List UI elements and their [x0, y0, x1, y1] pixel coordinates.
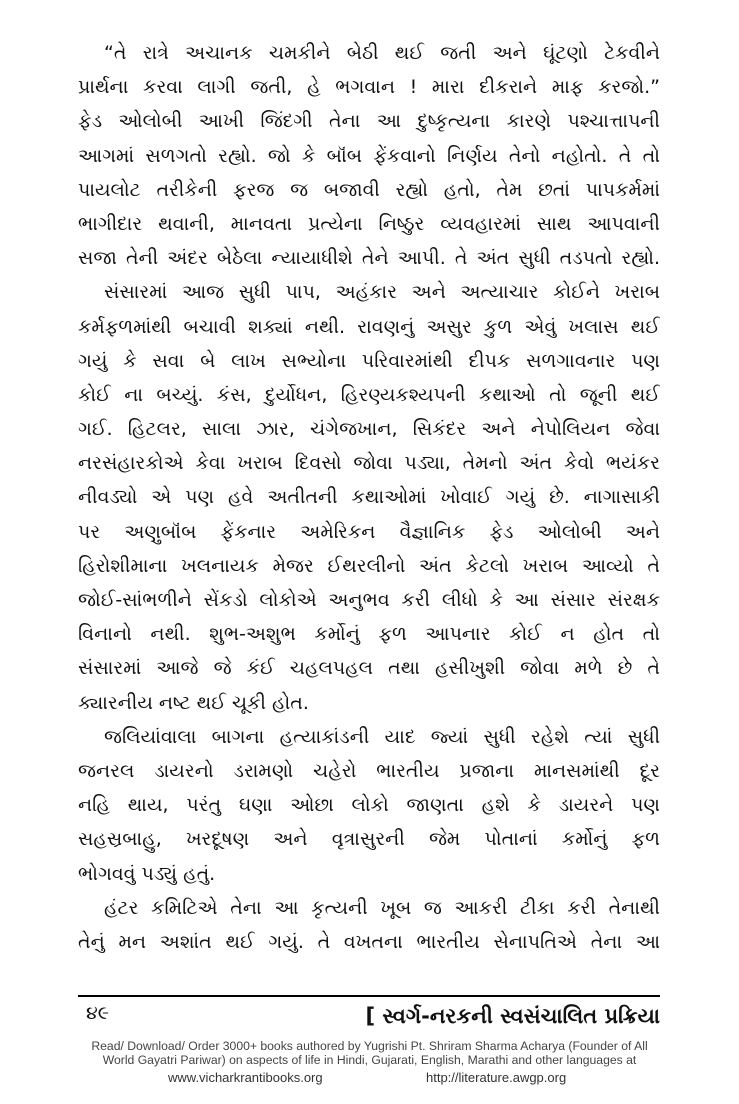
text-line: નરસંહારકોએ કેવા ખરાબ દિવસો જોવા પડ્યા, તેમનો અંત કેવો ભયંકર	[78, 452, 660, 475]
text-line: પ્રાર્થના કરવા લાગી જતી, હે ભગવાન ! મારા દીકરાને માફ કરજો.”	[78, 76, 660, 99]
publisher-links	[0, 1070, 739, 1086]
text-line: ગયું કે સવા બે લાખ સભ્યોના પરિવારમાંથી દીપક સળગાવનાર પણ	[78, 349, 660, 372]
text-line: ફેડ ઓલોબી આખી જિંદગી તેના આ દુષ્કૃત્યના કારણે પશ્ચાત્તાપની	[78, 110, 660, 133]
footer-rule	[78, 995, 660, 997]
text-line: જલિયાંવાલા બાગના હત્યાકાંડની યાદ જ્યાં સુધી રહેશે ત્યાં સુધી	[104, 725, 660, 748]
text-line: ભોગવવું પડ્યું હતું.	[78, 862, 216, 885]
text-line: જોઈ-સાંભળીને સેંકડો લોકોએ અનુભવ કરી લીધો કે આ સંસાર સંરક્ષક	[78, 589, 660, 611]
paragraph	[78, 275, 660, 719]
paragraph	[78, 891, 660, 959]
text-line: આગમાં સળગતો રહ્યો. જો કે બૉંબ ફેંકવાનો નિર્ણય તેનો નહોતો. તે તો	[78, 144, 660, 167]
notice-line: World Gayatri Pariwar) on aspects of life in Hindi, Gujarati, English, Marathi and other languages at	[102, 1053, 637, 1067]
text-line: સંસારમાં આજ સુધી પાપ, અહંકાર અને અત્યાચાર કોઈને ખરાબ	[104, 281, 660, 304]
vicharkranti-link[interactable]: www.vicharkrantibooks.org	[168, 1070, 323, 1085]
text-line: ગઈ. હિટલર, સાલા ઝાર, ચંગેજખાન, સિકંદર અને નેપોલિયન જેવા	[78, 418, 660, 441]
text-line: કર્મફળમાંથી બચાવી શક્યાં નથી. રાવણનું અસુર કુળ એવું ખલાસ થઈ	[78, 315, 660, 338]
text-line: સજા તેની અંદર બેઠેલા ન્યાયાધીશે તેને આપી. તે અંત સુધી તડપતો રહ્યો.	[78, 247, 660, 270]
running-title: [ સ્વર્ગ-નરકની સ્વસંચાલિત પ્રક્રિયા	[365, 1004, 660, 1028]
text-line: તેનું મન અશાંત થઈ ગયું. તે વખતના ભારતીય સેનાપતિએ તેના આ	[78, 930, 660, 953]
paragraph	[78, 720, 660, 891]
text-line: નીવડ્યો એ પણ હવે અતીતની કથાઓમાં ખોવાઈ ગયું છે. નાગાસાકી	[78, 486, 660, 509]
text-line: કોઈ ના બચ્યું. કંસ, દુર્યોધન, હિરણ્યકશ્યપની કથાઓ તો જૂની થઈ	[78, 383, 660, 406]
literature-link[interactable]: http://literature.awgp.org	[426, 1070, 567, 1085]
text-line: વિનાનો નથી. શુભ-અશુભ કર્મોનું ફળ આપનાર કોઈ ન હોત તો	[78, 623, 660, 646]
text-line: પાયલોટ તરીકેની ફરજ જ બજાવી રહ્યો હતો, તેમ છતાં પાપકર્મમાં	[78, 178, 660, 201]
text-line: ક્યારનીય નષ્ટ થઈ ચૂકી હોત.	[78, 691, 309, 714]
notice-line: Read/ Download/ Order 3000+ books authored by Yugrishi Pt. Shriram Sharma Acharya (Founder of All	[91, 1039, 648, 1053]
text-line: હિરોશીમાના ખલનાયક મેજર ઈથરલીનો અંત કેટલો ખરાબ આવ્યો તે	[78, 554, 660, 577]
page-number: ૪૯	[86, 1002, 110, 1024]
page-body	[78, 36, 660, 959]
text-line: ભાગીદાર થવાની, માનવતા પ્રત્યેના નિષ્ઠુર વ્યવહારમાં સાથ આપવાની	[78, 212, 660, 235]
text-line: “તે રાત્રે અચાનક ચમકીને બેઠી થઈ જતી અને ઘૂંટણો ટેકવીને	[104, 42, 660, 64]
page-footer	[78, 1000, 660, 1036]
publisher-notice	[0, 1039, 739, 1067]
text-line: જનરલ ડાયરનો ડરામણો ચહેરો ભારતીય પ્રજાના માનસમાંથી દૂર	[78, 759, 660, 782]
paragraph	[78, 36, 660, 275]
text-line: નહિ થાય, પરંતુ ઘણા ઓછા લોકો જાણતા હશે કે ડાયરને પણ	[78, 794, 660, 817]
text-line: સંસારમાં આજે જે કંઈ ચહલપહલ તથા હસીખુશી જોવા મળે છે તે	[78, 657, 660, 680]
text-line: પર અણુબૉંબ ફેંકનાર અમેરિકન વૈજ્ઞાનિક ફેડ ઓલોબી અને	[78, 520, 660, 543]
text-line: હંટર કમિટિએ તેના આ કૃત્યની ખૂબ જ આકરી ટીકા કરી તેનાથી	[104, 896, 660, 919]
text-line: સહસ્રબાહુ, ખરદૂષણ અને વૃત્રાસુરની જેમ પોતાનાં કર્મોનું ફળ	[78, 828, 660, 851]
